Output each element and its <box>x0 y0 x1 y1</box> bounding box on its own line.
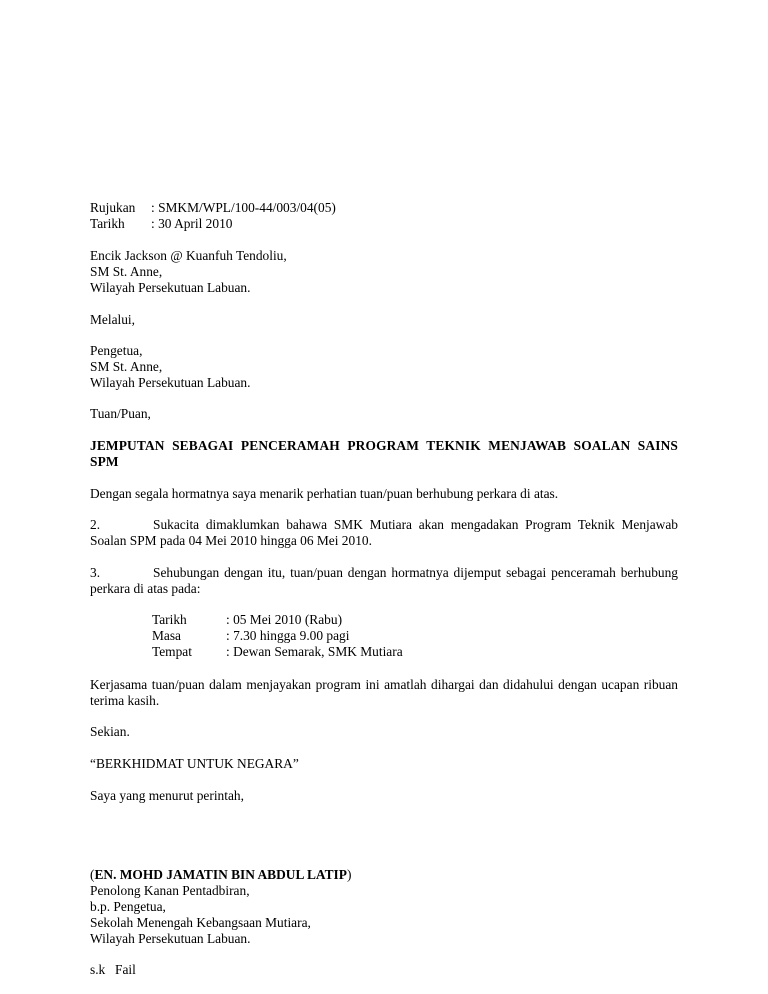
paragraph-3-text: Sehubungan dengan itu, tuan/puan dengan hormatnya dijemput sebagai penceramah berhubung perkara di atas pada: <box>90 565 678 596</box>
detail-label: Tarikh <box>152 612 187 627</box>
tarikh-label: Tarikh <box>90 216 125 231</box>
rujukan-label: Rujukan <box>90 200 136 215</box>
paragraph-3-number: 3. <box>90 565 101 580</box>
via-label-block <box>90 312 678 328</box>
paragraph-2 <box>90 517 678 549</box>
recipient-address <box>90 248 678 296</box>
reference-block <box>90 200 678 232</box>
paragraph-3 <box>90 565 678 597</box>
motto: “BERKHIDMAT UNTUK NEGARA” <box>90 756 299 771</box>
detail-value: : 7.30 hingga 9.00 pagi <box>226 628 350 643</box>
detail-row <box>152 644 492 660</box>
detail-label: Masa <box>152 628 182 643</box>
cc-block <box>90 962 678 978</box>
recipient-line: Encik Jackson @ Kuanfuh Tendoliu, <box>90 248 287 263</box>
signatory-title-line: Sekolah Menengah Kebangsaan Mutiara, <box>90 915 311 930</box>
signature-block <box>90 867 678 947</box>
close-paren: ) <box>346 867 352 882</box>
recipient-line: Wilayah Persekutuan Labuan. <box>90 280 251 295</box>
detail-value: : Dewan Semarak, SMK Mutiara <box>226 644 403 659</box>
detail-label: Tempat <box>152 644 192 659</box>
tarikh-row <box>90 216 678 232</box>
recipient-line: SM St. Anne, <box>90 264 163 279</box>
event-details <box>152 612 492 660</box>
detail-row <box>152 628 492 644</box>
signatory-name-line <box>90 867 678 883</box>
rujukan-value: : SMKM/WPL/100-44/003/04(05) <box>151 200 336 215</box>
detail-value: : 05 Mei 2010 (Rabu) <box>226 612 343 627</box>
signatory-title-line: b.p. Pengetua, <box>90 899 166 914</box>
paragraph-2-text: Sukacita dimaklumkan bahawa SMK Mutiara akan mengadakan Program Teknik Menjawab Soalan SPM pada 04 Mei 2010 hingga 06 Mei 2010. <box>90 517 678 548</box>
cc-value: Fail <box>115 962 136 977</box>
saya-block <box>90 788 678 804</box>
closing-sekian-block <box>90 724 678 740</box>
via-label: Melalui, <box>90 312 135 327</box>
signatory-name: EN. MOHD JAMATIN BIN ABDUL LATIP <box>94 867 347 882</box>
via-line: SM St. Anne, <box>90 359 163 374</box>
via-line: Wilayah Persekutuan Labuan. <box>90 375 251 390</box>
closing-saya: Saya yang menurut perintah, <box>90 788 244 803</box>
motto-block <box>90 756 678 772</box>
tarikh-value: : 30 April 2010 <box>151 216 233 231</box>
via-line: Pengetua, <box>90 343 143 358</box>
open-paren: ( <box>90 867 95 882</box>
subject-heading: JEMPUTAN SEBAGAI PENCERAMAH PROGRAM TEKNIK MENJAWAB SOALAN SAINS SPM <box>90 438 678 469</box>
paragraph-4: Kerjasama tuan/puan dalam menjayakan program ini amatlah dihargai dan didahului dengan ucapan ribuan terima kasih. <box>90 677 678 708</box>
salutation-block <box>90 406 678 422</box>
detail-row <box>152 612 492 628</box>
closing-sekian: Sekian. <box>90 724 130 739</box>
rujukan-row <box>90 200 678 216</box>
paragraph-1-text: Dengan segala hormatnya saya menarik perhatian tuan/puan berhubung perkara di atas. <box>90 486 559 501</box>
via-address <box>90 343 678 391</box>
paragraph-1 <box>90 486 678 502</box>
salutation: Tuan/Puan, <box>90 406 151 421</box>
signatory-title-line: Wilayah Persekutuan Labuan. <box>90 931 251 946</box>
signatory-title-line: Penolong Kanan Pentadbiran, <box>90 883 250 898</box>
cc-label: s.k <box>90 962 106 977</box>
paragraph-2-number: 2. <box>90 517 101 532</box>
